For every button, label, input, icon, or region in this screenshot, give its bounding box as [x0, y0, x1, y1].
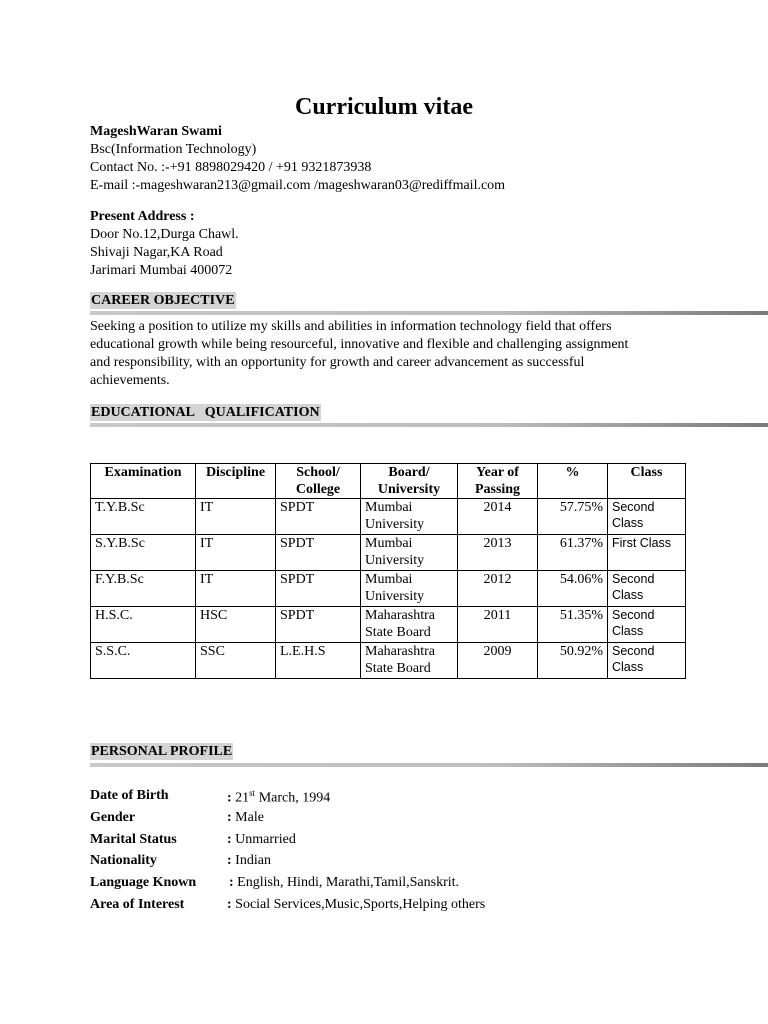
cell-exam: H.S.C.	[91, 607, 196, 643]
nationality-value: : Indian	[227, 853, 271, 868]
career-line: and responsibility, with an opportunity for growth and career advancement as successful	[90, 355, 585, 370]
cell-board: Mumbai University	[361, 499, 458, 535]
cell-percent: 51.35%	[538, 607, 608, 643]
section-divider	[90, 423, 768, 427]
cell-school: L.E.H.S	[276, 643, 361, 679]
column-header: School/ College	[276, 464, 361, 499]
cell-class: Second Class	[608, 499, 686, 535]
cell-school: SPDT	[276, 607, 361, 643]
cell-class: Second Class	[608, 571, 686, 607]
education-heading: EDUCATIONAL QUALIFICATION	[91, 405, 320, 420]
cell-board: Mumbai University	[361, 571, 458, 607]
marital-status-value: : Unmarried	[227, 832, 296, 847]
cell-discipline: HSC	[196, 607, 276, 643]
cell-class: First Class	[608, 535, 686, 571]
nationality-label: Nationality	[90, 853, 157, 868]
cell-exam: S.Y.B.Sc	[91, 535, 196, 571]
cell-discipline: IT	[196, 535, 276, 571]
cell-year: 2013	[458, 535, 538, 571]
cell-board: Mumbai University	[361, 535, 458, 571]
cell-class: Second Class	[608, 607, 686, 643]
cell-discipline: SSC	[196, 643, 276, 679]
cell-discipline: IT	[196, 499, 276, 535]
table-row	[91, 535, 686, 571]
cell-class: Second Class	[608, 643, 686, 679]
interest-text: Social Services,Music,Sports,Helping others	[235, 897, 486, 912]
nationality-text: Indian	[235, 853, 271, 868]
dob-rest: March, 1994	[255, 790, 331, 806]
career-objective-text	[90, 318, 700, 390]
education-table	[90, 463, 686, 679]
table-row	[91, 571, 686, 607]
interest-value: : Social Services,Music,Sports,Helping others	[227, 897, 486, 912]
cell-school: SPDT	[276, 571, 361, 607]
cell-percent: 54.06%	[538, 571, 608, 607]
column-header: Class	[608, 464, 686, 499]
cell-school: SPDT	[276, 499, 361, 535]
cell-exam: T.Y.B.Sc	[91, 499, 196, 535]
address-line-1: Door No.12,Durga Chawl.	[90, 227, 239, 242]
document-title: Curriculum vitae	[295, 94, 473, 120]
cell-school: SPDT	[276, 535, 361, 571]
column-header: Year of Passing	[458, 464, 538, 499]
section-divider	[90, 763, 768, 767]
gender-text: Male	[235, 810, 264, 825]
interest-label: Area of Interest	[90, 897, 185, 912]
gender-label: Gender	[90, 810, 136, 825]
column-header: Discipline	[196, 464, 276, 499]
dob-value: : 21st March, 1994	[227, 788, 331, 806]
language-text: English, Hindi, Marathi,Tamil,Sanskrit.	[237, 875, 460, 890]
cell-year: 2014	[458, 499, 538, 535]
language-label: Language Known	[90, 875, 197, 890]
dob-day: 21	[235, 790, 250, 806]
table-row	[91, 643, 686, 679]
career-line: Seeking a position to utilize my skills and abilities in information technology field that offers	[90, 319, 612, 334]
address-line-3: Jarimari Mumbai 400072	[90, 263, 233, 278]
address-heading: Present Address :	[90, 209, 195, 224]
column-header: Board/ University	[361, 464, 458, 499]
cell-exam: F.Y.B.Sc	[91, 571, 196, 607]
language-value: : English, Hindi, Marathi,Tamil,Sanskrit.	[229, 875, 460, 890]
cell-board: Maharashtra State Board	[361, 607, 458, 643]
address-line-2: Shivaji Nagar,KA Road	[90, 245, 223, 260]
dob-label: Date of Birth	[90, 788, 169, 803]
cell-percent: 61.37%	[538, 535, 608, 571]
degree: Bsc(Information Technology)	[90, 142, 257, 157]
column-header: Examination	[91, 464, 196, 499]
table-row	[91, 499, 686, 535]
personal-profile-heading: PERSONAL PROFILE	[91, 744, 233, 759]
table-row	[91, 607, 686, 643]
cell-percent: 50.92%	[538, 643, 608, 679]
candidate-name: MageshWaran Swami	[90, 124, 222, 139]
career-line: achievements.	[90, 373, 170, 388]
column-header: %	[538, 464, 608, 499]
section-divider	[90, 311, 768, 315]
contact-number: Contact No. :-+91 8898029420 / +91 9321873938	[90, 160, 372, 175]
cell-discipline: IT	[196, 571, 276, 607]
cell-board: Maharashtra State Board	[361, 643, 458, 679]
dob-suffix: st	[249, 788, 256, 798]
cell-year: 2012	[458, 571, 538, 607]
career-objective-heading: CAREER OBJECTIVE	[91, 293, 235, 308]
cell-exam: S.S.C.	[91, 643, 196, 679]
cell-year: 2009	[458, 643, 538, 679]
gender-value: : Male	[227, 810, 264, 825]
cell-percent: 57.75%	[538, 499, 608, 535]
table-header-row	[91, 464, 686, 499]
marital-status-text: Unmarried	[235, 832, 296, 847]
email: E-mail :-mageshwaran213@gmail.com /mageshwaran03@rediffmail.com	[90, 178, 506, 193]
career-line: educational growth while being resourceful, innovative and flexible and challenging assignment	[90, 337, 629, 352]
marital-status-label: Marital Status	[90, 832, 177, 847]
cell-year: 2011	[458, 607, 538, 643]
